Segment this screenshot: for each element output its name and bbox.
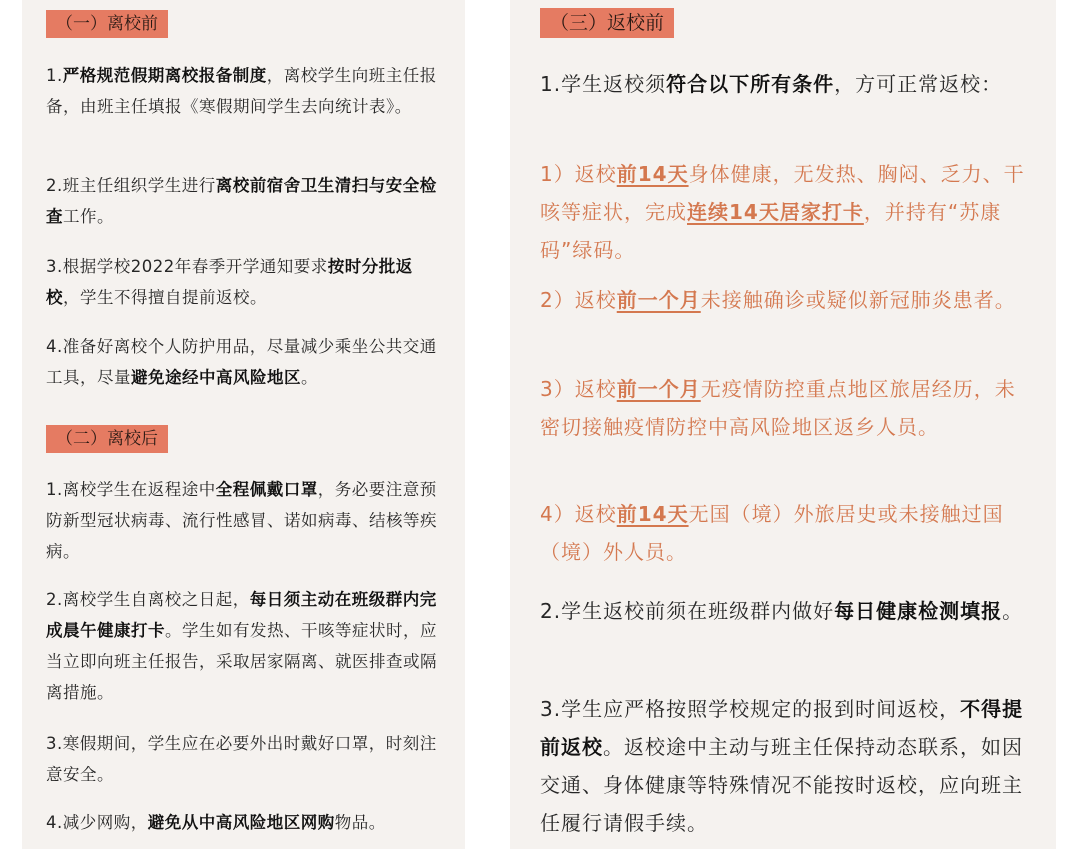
right-panel bbox=[510, 0, 1056, 849]
condition-2: 2）返校前一个月未接触确诊或疑似新冠肺炎患者。 bbox=[540, 288, 1016, 312]
section-3-item-1: 1.学生返校须符合以下所有条件，方可正常返校： bbox=[540, 72, 1003, 96]
section-1-title: （一）离校前 bbox=[46, 10, 168, 38]
section-1-item-4: 4.准备好离校个人防护用品，尽量减少乘坐公共交通工具，尽量避免途经中高风险地区。 bbox=[46, 337, 437, 387]
section-3-item-3: 3.学生应严格按照学校规定的报到时间返校，不得提前返校。返校途中主动与班主任保持动态联系，如因交通、身体健康等特殊情况不能按时返校，应向班主任履行请假手续。 bbox=[540, 697, 1024, 835]
section-1-item-2: 2.班主任组织学生进行离校前宿舍卫生清扫与安全检查工作。 bbox=[46, 176, 437, 226]
left-panel bbox=[22, 0, 465, 849]
condition-3: 3）返校前一个月无疫情防控重点地区旅居经历，未密切接触疫情防控中高风险地区返乡人员。 bbox=[540, 377, 1016, 439]
condition-4: 4）返校前14天无国（境）外旅居史或未接触过国（境）外人员。 bbox=[540, 502, 1004, 564]
section-2-item-4: 4.减少网购，避免从中高风险地区网购物品。 bbox=[46, 813, 386, 832]
section-2-item-1: 1.离校学生在返程途中全程佩戴口罩，务必要注意预防新型冠状病毒、流行性感冒、诺如病毒、结核等疾病。 bbox=[46, 480, 437, 561]
section-2-item-2: 2.离校学生自离校之日起，每日须主动在班级群内完成晨午健康打卡。学生如有发热、干咳等症状时，应当立即向班主任报告，采取居家隔离、就医排查或隔离措施。 bbox=[46, 590, 437, 702]
section-1-item-1: 1.严格规范假期离校报备制度，离校学生向班主任报备，由班主任填报《寒假期间学生去向统计表》。 bbox=[46, 66, 437, 116]
section-2-item-3: 3.寒假期间，学生应在必要外出时戴好口罩，时刻注意安全。 bbox=[46, 734, 437, 784]
condition-1: 1）返校前14天身体健康，无发热、胸闷、乏力、干咳等症状，完成连续14天居家打卡，并持有“苏康码”绿码。 bbox=[540, 162, 1025, 262]
section-3-item-2: 2.学生返校前须在班级群内做好每日健康检测填报。 bbox=[540, 599, 1024, 623]
section-3-title: （三）返校前 bbox=[540, 8, 674, 38]
section-1-item-3: 3.根据学校2022年春季开学通知要求按时分批返校，学生不得擅自提前返校。 bbox=[46, 257, 413, 307]
section-2-title: （二）离校后 bbox=[46, 425, 168, 453]
